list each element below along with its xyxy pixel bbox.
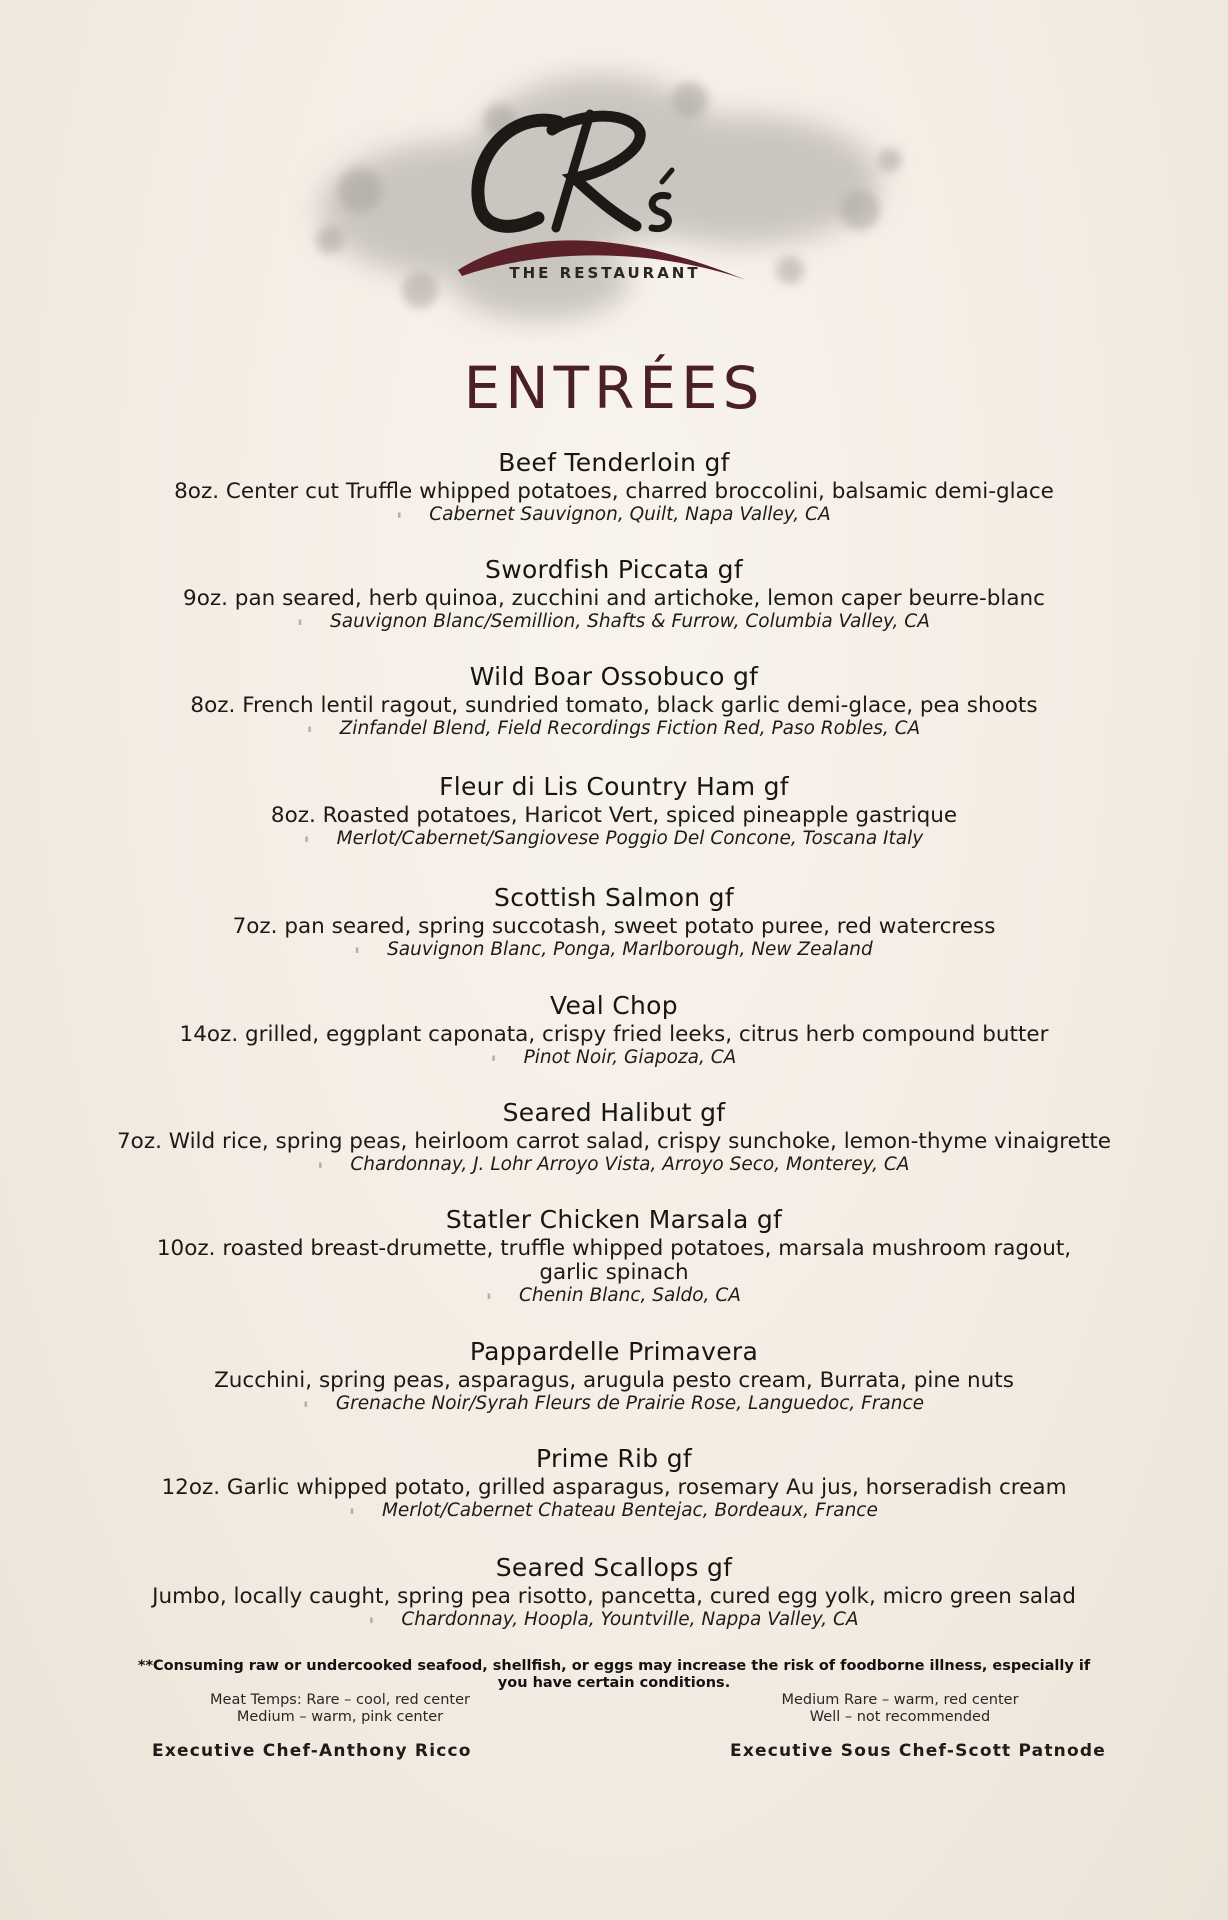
menu-item	[0, 1096, 1228, 1176]
wine-glass-icon: ▮	[355, 946, 360, 954]
menu-item-name: Wild Boar Ossobuco gf	[469, 662, 759, 691]
wine-glass-icon: ▮	[487, 1292, 491, 1300]
menu-item-description: 8oz. Center cut Truffle whipped potatoes, charred broccolini, balsamic demi-glace	[174, 479, 1054, 504]
meat-temp-line: Well – not recommended	[809, 1709, 991, 1725]
menu-item-name: Swordfish Piccata gf	[485, 555, 743, 584]
wine-glass-icon: ▮	[318, 1161, 323, 1169]
menu-item	[0, 1442, 1228, 1522]
menu-item-name: Pappardelle Primavera	[469, 1337, 759, 1366]
menu-item-description: Jumbo, locally caught, spring pea risotto, pancetta, cured egg yolk, micro green salad	[152, 1584, 1076, 1609]
menu-item-wine-pairing	[0, 1500, 1228, 1522]
meat-temp-line: Medium – warm, pink center	[236, 1709, 444, 1725]
menu-item-wine-pairing	[0, 1154, 1228, 1176]
wine-glass-icon: ▮	[303, 1400, 308, 1408]
wine-glass-icon: ▮	[369, 1616, 374, 1624]
menu-item	[0, 553, 1228, 633]
menu-item-description: 7oz. Wild rice, spring peas, heirloom carrot salad, crispy sunchoke, lemon-thyme vinaigrette	[117, 1129, 1111, 1154]
menu-item	[0, 660, 1228, 740]
menu-item-name: Beef Tenderloin gf	[498, 448, 730, 477]
menu-item-wine-pairing	[0, 828, 1228, 850]
menu-item-name: Scottish Salmon gf	[494, 883, 734, 912]
menu-item-wine-pairing	[0, 939, 1228, 961]
meat-temp-line: Meat Temps: Rare – cool, red center	[210, 1692, 470, 1708]
menu-item-name: Prime Rib gf	[536, 1444, 692, 1473]
wine-pairing-text: Cabernet Sauvignon, Quilt, Napa Valley, CA	[429, 504, 831, 525]
sous-chef-credit: Executive Sous Chef-Scott Patnode	[730, 1741, 1106, 1761]
wine-glass-icon: ▮	[304, 835, 309, 843]
wine-pairing-text: Merlot/Cabernet/Sangiovese Poggio Del Concone, Toscana Italy	[336, 828, 924, 849]
menu-item	[0, 1551, 1228, 1631]
menu-item-wine-pairing	[0, 1285, 1228, 1307]
menu-item-description-continued: garlic spinach	[539, 1260, 689, 1285]
wine-glass-icon: ▮	[350, 1507, 354, 1515]
wine-pairing-text: Chenin Blanc, Saldo, CA	[518, 1285, 741, 1306]
menu-item	[0, 989, 1228, 1069]
menu-item-wine-pairing	[0, 1047, 1228, 1069]
wine-glass-icon: ▮	[298, 618, 302, 626]
cr-monogram-icon	[440, 100, 770, 290]
wine-pairing-text: Sauvignon Blanc, Ponga, Marlborough, New Zealand	[387, 939, 873, 960]
wine-glass-icon: ▮	[491, 1054, 496, 1062]
menu-item-name: Statler Chicken Marsala gf	[445, 1205, 783, 1234]
wine-pairing-text: Chardonnay, J. Lohr Arroyo Vista, Arroyo Seco, Monterey, CA	[350, 1154, 910, 1175]
wine-pairing-text: Zinfandel Blend, Field Recordings Fiction Red, Paso Robles, CA	[339, 718, 921, 739]
menu-item-description: 8oz. Roasted potatoes, Haricot Vert, spiced pineapple gastrique	[270, 803, 958, 828]
menu-item-name: Fleur di Lis Country Ham gf	[439, 772, 789, 801]
menu-item-name: Veal Chop	[550, 991, 678, 1020]
wine-glass-icon: ▮	[307, 725, 312, 733]
menu-item-description: 7oz. pan seared, spring succotash, sweet potato puree, red watercress	[232, 914, 996, 939]
restaurant-logo	[440, 100, 770, 290]
food-safety-disclaimer: **Consuming raw or undercooked seafood, shellfish, or eggs may increase the risk of foodborne illness, especially if you have certain conditions.	[137, 1658, 1091, 1691]
page-title: ENTRÉES	[463, 354, 765, 422]
menu-item-description: 12oz. Garlic whipped potato, grilled asparagus, rosemary Au jus, horseradish cream	[161, 1475, 1067, 1500]
menu-item-description: Zucchini, spring peas, asparagus, arugula pesto cream, Burrata, pine nuts	[214, 1368, 1014, 1393]
menu-item-description: 14oz. grilled, eggplant caponata, crispy fried leeks, citrus herb compound butter	[179, 1022, 1049, 1047]
meat-temps-left	[180, 1692, 500, 1726]
menu-item-wine-pairing	[0, 1393, 1228, 1415]
logo-tagline: THE RESTAURANT	[509, 264, 701, 282]
menu-item-name: Seared Scallops gf	[495, 1553, 733, 1582]
menu-item	[0, 446, 1228, 526]
menu-item	[0, 770, 1228, 850]
wine-glass-icon: ▮	[397, 511, 402, 519]
menu-item	[0, 881, 1228, 961]
executive-chef-credit: Executive Chef-Anthony Ricco	[152, 1741, 472, 1761]
meat-temps-right	[740, 1692, 1060, 1726]
menu-item	[0, 1335, 1228, 1415]
menu-item-wine-pairing	[0, 718, 1228, 740]
wine-pairing-text: Chardonnay, Hoopla, Yountville, Nappa Valley, CA	[401, 1609, 859, 1630]
menu-item	[0, 1203, 1228, 1307]
wine-pairing-text: Grenache Noir/Syrah Fleurs de Prairie Rose, Languedoc, France	[335, 1393, 925, 1414]
meat-temp-line: Medium Rare – warm, red center	[781, 1692, 1019, 1708]
menu-item-description: 8oz. French lentil ragout, sundried tomato, black garlic demi-glace, pea shoots	[190, 693, 1038, 718]
menu-item-name: Seared Halibut gf	[502, 1098, 726, 1127]
menu-item-wine-pairing	[0, 611, 1228, 633]
wine-pairing-text: Sauvignon Blanc/Semillion, Shafts & Furrow, Columbia Valley, CA	[329, 611, 930, 632]
wine-pairing-text: Pinot Noir, Giapoza, CA	[523, 1047, 737, 1068]
menu-item-wine-pairing	[0, 1609, 1228, 1631]
wine-pairing-text: Merlot/Cabernet Chateau Bentejac, Bordeaux, France	[381, 1500, 878, 1521]
menu-item-wine-pairing	[0, 504, 1228, 526]
menu-item-description: 10oz. roasted breast-drumette, truffle whipped potatoes, marsala mushroom ragout,	[156, 1236, 1072, 1261]
menu-item-description: 9oz. pan seared, herb quinoa, zucchini and artichoke, lemon caper beurre-blanc	[183, 586, 1045, 611]
